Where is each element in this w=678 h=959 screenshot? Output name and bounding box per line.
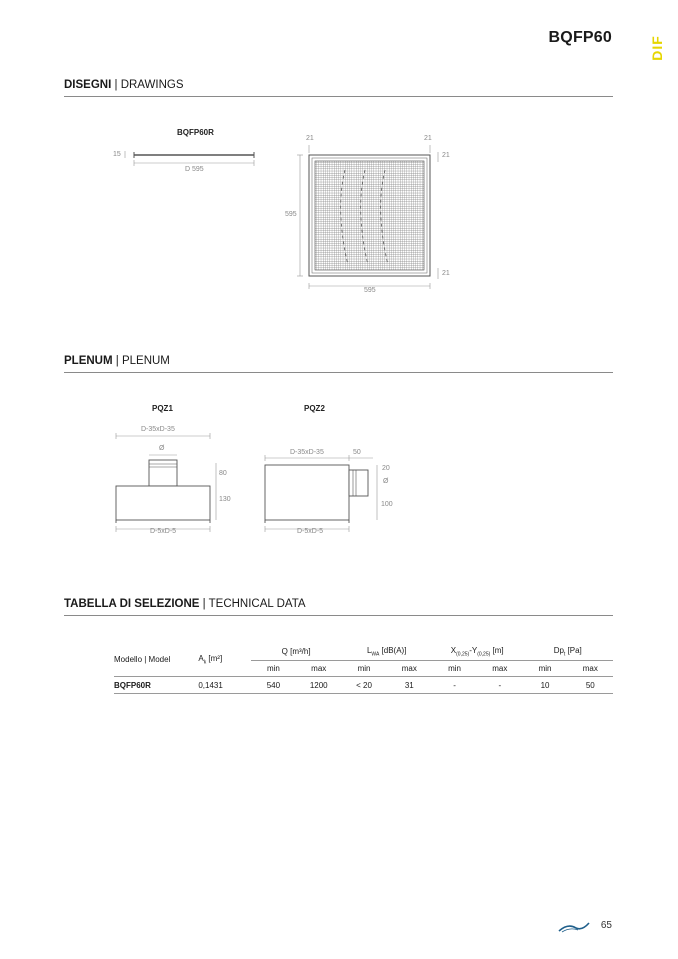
section-heading-normal: PLENUM	[121, 355, 170, 367]
l-min-header: min	[341, 661, 386, 677]
section-rule	[64, 96, 613, 97]
dp-header: $Dp_t$ [Pa]	[553, 645, 582, 658]
technical-data-table	[114, 643, 613, 694]
section-heading-sep: |	[112, 355, 122, 367]
l-max-header: max	[387, 661, 432, 677]
product-title: BQFP60	[548, 29, 612, 46]
cell-x-max: -	[477, 677, 522, 694]
pqz2-top-dim: D-35xD-35	[290, 449, 324, 456]
cell-l-min: < 20	[341, 677, 386, 694]
pqz1-title: PQZ1	[152, 404, 173, 413]
side-thickness-label: 15	[113, 151, 121, 158]
section-heading-normal: DRAWINGS	[120, 79, 184, 91]
section-heading-bold: TABELLA DI SELEZIONE	[64, 598, 200, 610]
wave-logo-icon	[558, 921, 590, 933]
pqz1-drawing	[105, 425, 240, 540]
lwa-header: $L_{WA}$ [dB(A)]	[366, 645, 407, 658]
right-margin-bottom-label: 21	[442, 270, 450, 277]
section-heading-plenum	[64, 355, 170, 367]
q-header: Q [m³/h]	[281, 647, 311, 656]
top-margin-right-label: 21	[424, 135, 432, 142]
pqz1-neck-height: 80	[219, 470, 227, 477]
side-tab-label: DIF	[648, 35, 665, 61]
x-min-header: min	[432, 661, 477, 677]
section-rule	[64, 615, 613, 616]
section-heading-bold: PLENUM	[64, 355, 113, 367]
pqz2-bottom-dim: D-5xD-5	[297, 528, 324, 535]
ak-header: $A_k$ [m²]	[198, 653, 223, 666]
q-max-header: max	[296, 661, 341, 677]
cell-dp-max: 50	[568, 677, 613, 694]
cell-x-min: -	[432, 677, 477, 694]
cell-model: BQFP60R	[114, 677, 198, 694]
top-view-drawing	[290, 140, 450, 300]
pqz2-body-height: 100	[381, 501, 393, 508]
dp-min-header: min	[522, 661, 567, 677]
table-row	[114, 677, 613, 694]
x-max-header: max	[477, 661, 522, 677]
pqz1-diameter: Ø	[159, 445, 165, 452]
table-header-row	[114, 643, 613, 661]
pqz1-top-dim: D-35xD-35	[141, 426, 175, 433]
cell-ak: 0,1431	[198, 677, 250, 694]
section-rule	[64, 372, 613, 373]
section-heading-drawings	[64, 79, 184, 91]
q-min-header: min	[251, 661, 296, 677]
right-margin-top-label: 21	[442, 152, 450, 159]
pqz2-spigot-len: 50	[353, 449, 361, 456]
width-label: 595	[364, 287, 376, 294]
pqz2-drawing	[255, 445, 400, 540]
section-heading-normal: TECHNICAL DATA	[208, 598, 306, 610]
dp-max-header: max	[568, 661, 613, 677]
pqz2-title: PQZ2	[304, 404, 325, 413]
cell-dp-min: 10	[522, 677, 567, 694]
pqz1-body-height: 130	[219, 496, 231, 503]
section-heading-sep: |	[111, 79, 121, 91]
height-label: 595	[285, 211, 297, 218]
side-width-label: D 595	[185, 166, 204, 173]
section-heading-technical	[64, 598, 306, 610]
cell-l-max: 31	[387, 677, 432, 694]
pqz2-spigot-top: 20	[382, 465, 390, 472]
side-tab	[647, 32, 669, 64]
model-header: Modello | Model	[114, 655, 171, 664]
pqz2-diameter: Ø	[383, 478, 389, 485]
page-number: 65	[600, 920, 612, 931]
throw-header: $X_{(0,25)}-Y_{(0,25)}$ [m]	[450, 645, 504, 658]
section-heading-bold: DISEGNI	[64, 79, 112, 91]
section-heading-sep: |	[199, 598, 209, 610]
pqz1-bottom-dim: D-5xD-5	[150, 528, 177, 535]
cell-q-min: 540	[251, 677, 296, 694]
cell-q-max: 1200	[296, 677, 341, 694]
side-view-title: BQFP60R	[177, 128, 214, 137]
top-margin-left-label: 21	[306, 135, 314, 142]
